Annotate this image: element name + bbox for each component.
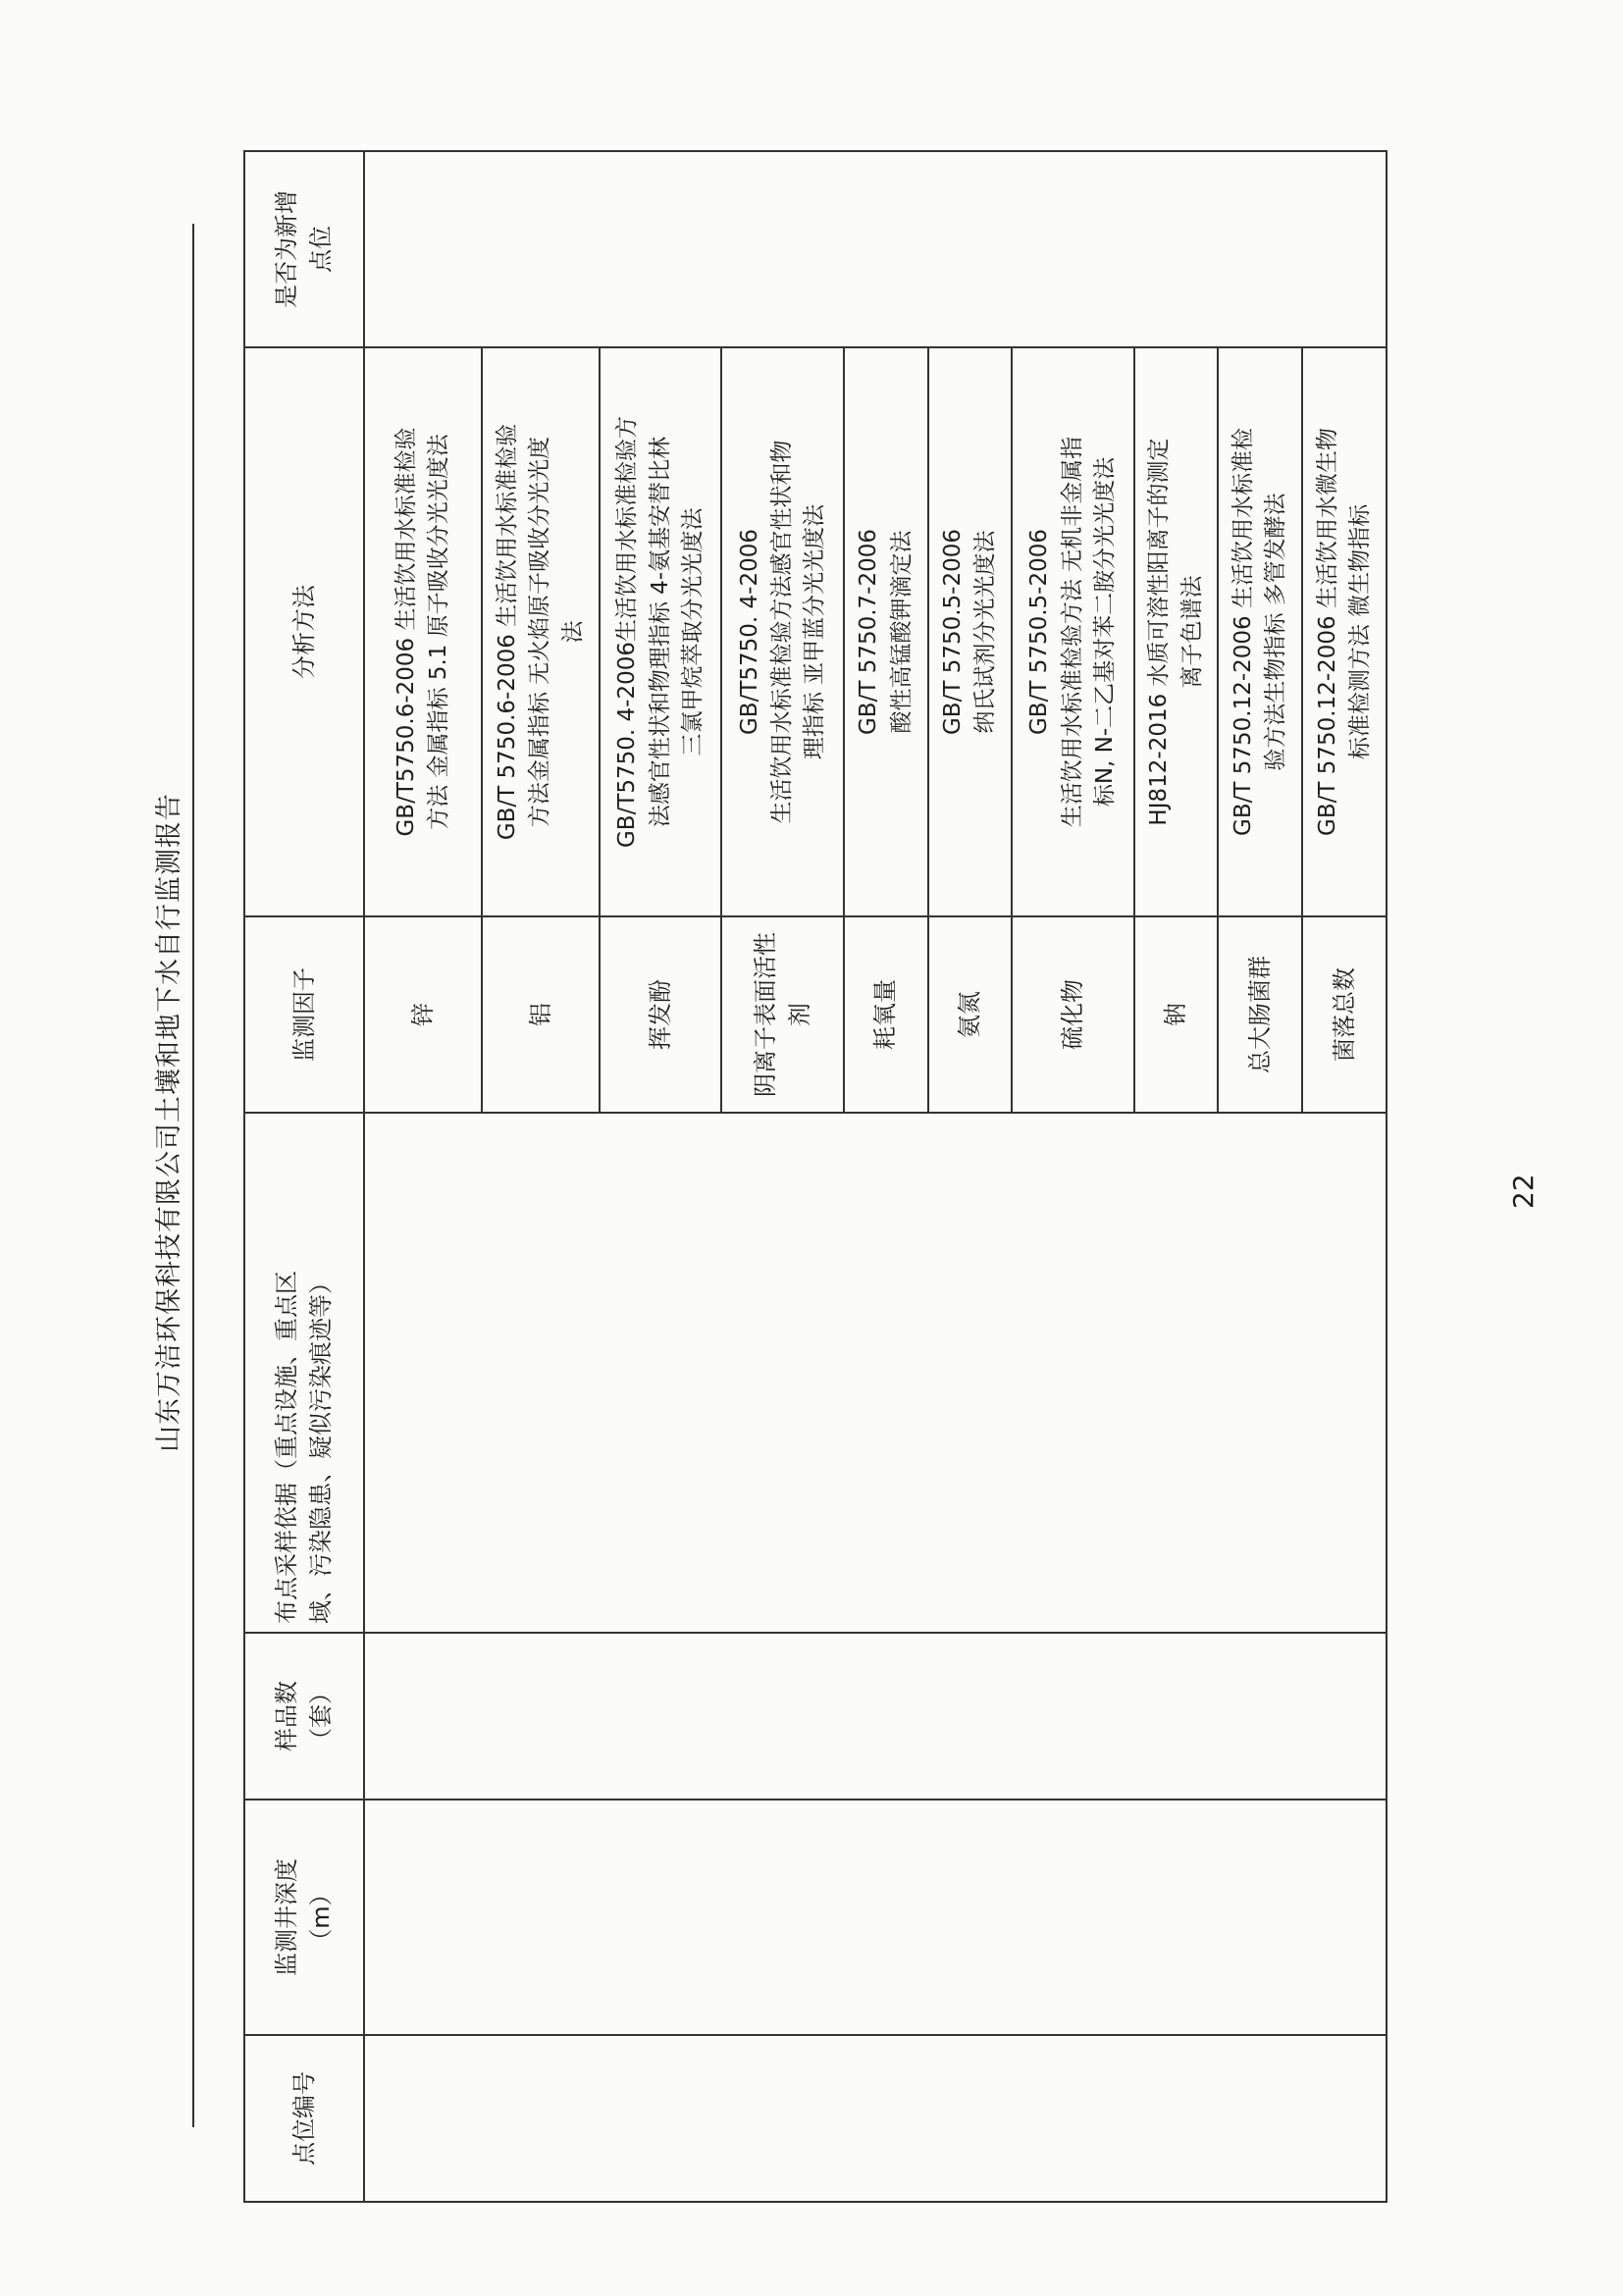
cell-factor: 硫化物 (1012, 916, 1133, 1113)
method-line: 标准检测方法 微生物指标 (1347, 503, 1374, 760)
method-line: GB/T 5750.12-2006 生活饮用水标准检 (1230, 428, 1256, 836)
method-line: GB/T5750.6-2006 生活饮用水标准检验 (393, 427, 419, 837)
cell-new-point (364, 151, 1387, 347)
page-number: 22 (1507, 1174, 1540, 1209)
method-line: 方法 金属指标 5.1 原子吸收分光光度法 (426, 434, 452, 830)
method-line: 法 (559, 620, 586, 644)
col-header-well-depth-line1: 监测井深度 (273, 1858, 301, 1976)
header-rule (192, 224, 194, 2127)
table-header-row (244, 151, 364, 2202)
monitoring-table (243, 150, 1387, 2203)
col-header-basis-line1: 布点采样依据（重点设施、重点区 (273, 1271, 301, 1624)
col-header-basis (244, 1113, 364, 1633)
method-line: 理指标 亚甲蓝分光光度法 (802, 503, 828, 760)
cell-factor: 锌 (364, 916, 482, 1113)
cell-factor: 挥发酚 (600, 916, 721, 1113)
col-header-new-point (244, 151, 364, 347)
cell-factor: 氨氮 (928, 916, 1013, 1113)
cell-method (844, 347, 928, 916)
method-line: 离子色谱法 (1178, 575, 1205, 689)
cell-method (1012, 347, 1133, 916)
cell-factor: 菌落总数 (1302, 916, 1387, 1113)
method-line: GB/T 5750.12-2006 生活饮用水微生物 (1314, 428, 1340, 836)
col-header-sample-count-line1: 样品数 (273, 1681, 301, 1751)
col-header-factor: 监测因子 (244, 916, 364, 1113)
cell-factor: 总大肠菌群 (1218, 916, 1302, 1113)
col-header-basis-line2: 域、污染隐患、疑似污染痕迹等） (307, 1271, 335, 1624)
method-line: GB/T 5750.5-2006 (1026, 528, 1053, 736)
method-line: GB/T 5750.7-2006 (856, 528, 882, 736)
method-line: GB/T5750. 4-2006生活饮用水标准检验方 (614, 415, 641, 849)
col-header-new-point-line2: 点位 (307, 226, 335, 273)
col-header-sample-count-line2: （套） (307, 1681, 335, 1751)
cell-method (1302, 347, 1387, 916)
method-line: HJ812-2016 水质可溶性阳离子的测定 (1146, 438, 1173, 826)
cell-factor: 铝 (482, 916, 600, 1113)
method-line: 三氯甲烷萃取分光光度法 (679, 507, 706, 757)
cell-method (600, 347, 721, 916)
method-line: GB/T 5750.5-2006 (940, 528, 967, 736)
col-header-point-id: 点位编号 (244, 2035, 364, 2202)
cell-method (1134, 347, 1219, 916)
cell-method (721, 347, 843, 916)
method-line: 生活饮用水标准检验方法感官性状和物 (768, 440, 795, 824)
report-header-title: 山东万洁环保科技有限公司土壤和地下水自行监测报告 (154, 793, 184, 1452)
col-header-sample-count (244, 1633, 364, 1800)
col-header-method: 分析方法 (244, 347, 364, 916)
cell-method (482, 347, 600, 916)
col-header-new-point-line1: 是否为新增 (273, 190, 301, 308)
cell-method (1218, 347, 1302, 916)
method-line: 验方法生物指标 多管发酵法 (1263, 493, 1289, 771)
table-row (364, 151, 482, 2202)
method-line: 纳氏试剂分光光度法 (972, 530, 999, 734)
cell-factor: 钠 (1134, 916, 1219, 1113)
cell-method (364, 347, 482, 916)
method-line: 方法金属指标 无火焰原子吸收分光光度 (527, 436, 553, 828)
col-header-well-depth-line2: （m） (307, 1882, 335, 1953)
method-line: 法感官性状和物理指标 4-氨基安替比林 (647, 436, 673, 828)
cell-method (928, 347, 1013, 916)
method-line: GB/T 5750.6-2006 生活饮用水标准检验 (495, 423, 521, 841)
method-line: 酸性高锰酸钾滴定法 (888, 530, 915, 734)
cell-well-depth (364, 1800, 1387, 2035)
method-line: 标N, N-二乙基对苯二胺分光光度法 (1092, 456, 1119, 808)
method-line: 生活饮用水标准检验方法 无机非金属指 (1059, 436, 1085, 828)
cell-factor: 阴离子表面活性剂 (721, 916, 843, 1113)
cell-point-id (364, 2035, 1387, 2202)
cell-basis (364, 1113, 1387, 1633)
method-line: GB/T5750. 4-2006 (736, 528, 762, 736)
cell-factor: 耗氧量 (844, 916, 928, 1113)
cell-sample-count (364, 1633, 1387, 1800)
col-header-well-depth (244, 1800, 364, 2035)
